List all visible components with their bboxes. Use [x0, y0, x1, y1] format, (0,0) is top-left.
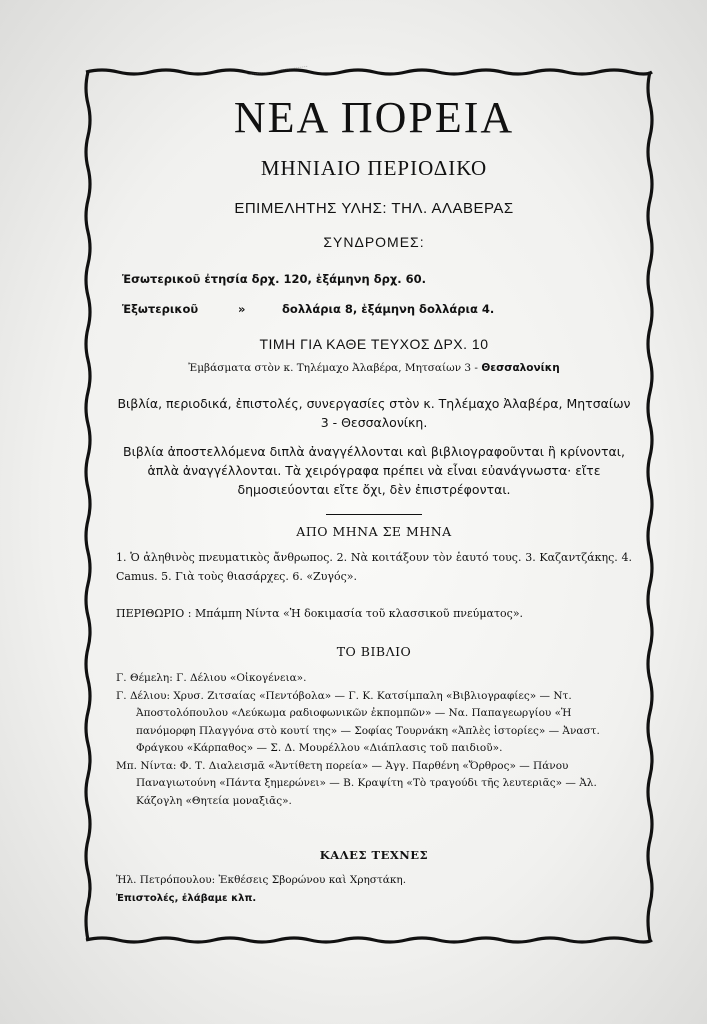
book-entry: Μπ. Νίντα: Φ. Τ. Διαλεισμᾶ «Ἀντίθετη πορεία» — Ἀγγ. Παρθένη «Ὄρθρος» — Πάνου Παναγιωτούνη «Πάντα ξημερώνει» — Β. Κραψίτη «Τὸ τραγούδι τῆς λευτεριᾶς» — Ἀλ. Κάζογλη «Θητεία μοναξιᾶς».	[116, 759, 597, 807]
book-heading: ΤΟ ΒΙΒΛΙΟ	[336, 644, 412, 659]
remittance-line	[114, 362, 634, 374]
domestic-subscription	[122, 272, 426, 286]
arts-heading: ΚΑΛΕΣ ΤΕΧΝΕΣ	[319, 848, 429, 862]
from-month-heading: ΑΠΟ ΜΗΝΑ ΣΕ ΜΗΝΑ	[296, 524, 452, 539]
foreign-label: Ἐξωτερικοῦ	[122, 302, 199, 316]
divider-rule	[326, 514, 422, 515]
editor-line: ΕΠΙΜΕΛΗΤΗΣ ΥΛΗΣ: ΤΗΛ. ΑΛΑΒΕΡΑΣ	[234, 200, 514, 217]
foreign-ditto: »	[238, 302, 246, 316]
arts-line: Ἠλ. Πετρόπουλου: Ἐκθέσεις Σβορώνου καὶ Χρηστάκη.	[116, 874, 407, 886]
contact-paragraph: Βιβλία, περιοδικά, ἐπιστολές, συνεργασίες στὸν κ. Τηλέμαχο Ἀλαβέρα, Μητσαίων 3 - Θεσσαλονίκη.	[117, 396, 631, 430]
book-entry: Γ. Δέλιου: Χρυσ. Ζιτσαίας «Πεντόβολα» — Γ. Κ. Κατσίμπαλη «Βιβλιογραφίες» — Ντ. Ἀποστολόπουλου «Λεύκωμα ραδιοφωνικῶν ἐκπομπῶν» — Να. Παπαγεωργίου «Ἡ πανόμορφη Πλαγγόνα στὸ κουτί της» — Σοφίας Τουρνάκη «Ἀπλὲς ἱστορίες» — Ἀναστ. Φράγκου «Κάρπαθος» — Σ. Δ. Μουρέλλου «Διάπλασις τοῦ παιδιοῦ».	[116, 689, 600, 754]
decorative-border	[82, 66, 656, 946]
foreign-value: δολλάρια 8, ἑξάμηνη δολλάρια 4.	[282, 302, 495, 316]
issue-price: ΤΙΜΗ ΓΙΑ ΚΑΘΕ ΤΕΥΧΟΣ ΔΡΧ. 10	[259, 336, 489, 352]
magazine-subtitle: ΜΗΝΙΑΙΟ ΠΕΡΙΟΔΙΚΟ	[260, 156, 488, 180]
letters-line: Ἐπιστολές, ἐλάβαμε κλπ.	[116, 892, 257, 904]
from-month-text: 1. Ὁ ἀληθινὸς πνευματικὸς ἄνθρωπος. 2. Νὰ κοιτάξουν τὸν ἑαυτό τους. 3. Καζαντζάκης. 4. Camus. 5. Γιὰ τοὺς θιασάρχες. 6. «Ζυγός».	[116, 551, 632, 583]
domestic-label: Ἐσωτερικοῦ	[122, 272, 201, 286]
arts-text	[116, 872, 632, 907]
policy-paragraph: Βιβλία ἀποστελλόμενα διπλὰ ἀναγγέλλονται καὶ βιβλιογραφοῦνται ἢ κρίνονται, ἁπλὰ ἀναγγέλλονται. Τὰ χειρόγραφα πρέπει νὰ εἶναι εὐανάγνωστα· εἴτε δημοσιεύονται εἴτε ὄχι, δὲν ἐπιστρέφονται.	[123, 444, 625, 497]
magazine-title: ΝΕΑ ΠΟΡΕΙΑ	[233, 93, 515, 142]
margin-note: ΠΕΡΙΘΩΡΙΟ : Μπάμπη Νίντα «Ἡ δοκιμασία τοῦ κλασσικοῦ πνεύματος».	[116, 607, 524, 620]
domestic-value: ἐτησία δρχ. 120, ἑξάμηνη δρχ. 60.	[204, 272, 426, 286]
remittance-text: Ἐμβάσματα στὸν κ. Τηλέμαχο Ἀλαβέρα, Μητσαίων 3 -	[188, 362, 478, 374]
book-entry: Γ. Θέμελη: Γ. Δέλιου «Οἰκογένεια».	[116, 672, 307, 684]
foreign-subscription	[122, 302, 494, 316]
subscriptions-heading: ΣΥΝΔΡΟΜΕΣ:	[323, 234, 425, 250]
book-entries	[116, 670, 632, 810]
remittance-city: Θεσσαλονίκη	[481, 362, 560, 374]
